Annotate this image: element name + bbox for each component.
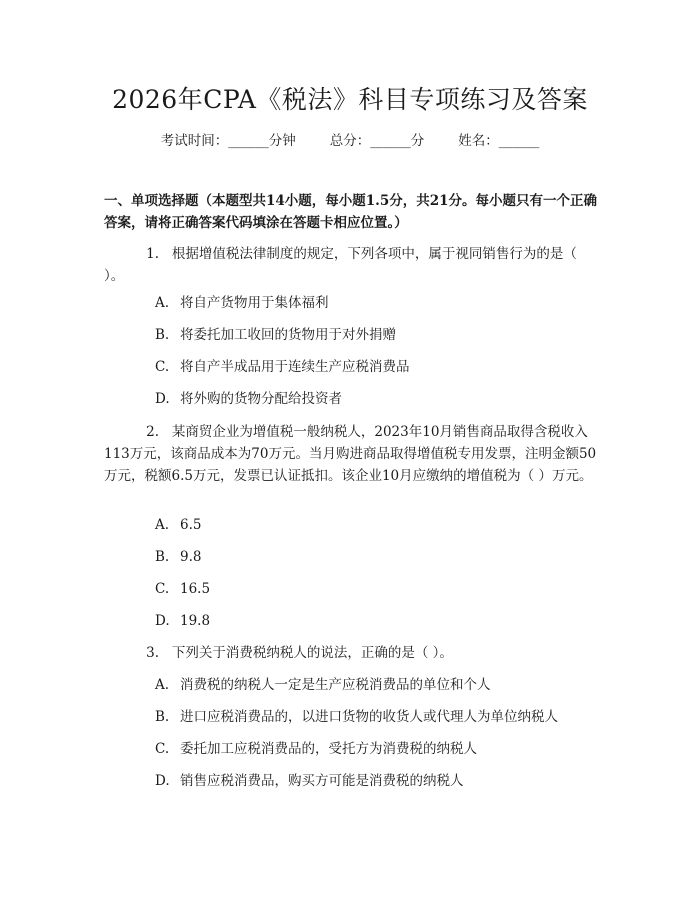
- option-letter: D.: [155, 613, 170, 629]
- option-text: 16.5: [180, 581, 211, 597]
- option-letter: A.: [155, 295, 170, 311]
- question-3-option-a: [155, 674, 600, 696]
- question-2: [104, 421, 600, 487]
- page-title: 2026年CPA《税法》科目专项练习及答案: [112, 85, 588, 114]
- question-text: 根据增值税法律制度的规定，下列各项中，属于视同销售行为的是（ ）。: [104, 246, 577, 284]
- question-3-option-d: [155, 770, 600, 792]
- question-2-option-d: [155, 610, 600, 632]
- option-text: 进口应税消费品的，以进口货物的收货人或代理人为单位纳税人: [180, 709, 558, 725]
- question-1-option-b: [155, 324, 600, 346]
- option-letter: A.: [155, 677, 170, 693]
- option-letter: C.: [155, 359, 170, 375]
- question-number: 3.: [146, 645, 159, 661]
- option-text: 将自产半成品用于连续生产应税消费品: [180, 359, 410, 375]
- question-text: 下列关于消费税纳税人的说法，正确的是（ ）。: [171, 645, 453, 661]
- question-number: 1.: [146, 246, 159, 262]
- question-2-option-b: [155, 546, 600, 568]
- question-1-option-c: [155, 356, 600, 378]
- option-letter: D.: [155, 773, 170, 789]
- question-2-option-c: [155, 578, 600, 600]
- section-heading: 一、单项选择题（本题型共14小题，每小题1.5分，共21分。每小题只有一个正确答案，请将正确答案代码填涂在答题卡相应位置。）: [104, 193, 598, 231]
- option-text: 将自产货物用于集体福利: [180, 295, 329, 311]
- question-1: [104, 243, 600, 287]
- option-letter: A.: [155, 517, 170, 533]
- option-text: 将委托加工收回的货物用于对外捐赠: [180, 327, 396, 343]
- question-2-option-a: [155, 514, 600, 536]
- total-score-field: 总分：______分: [329, 133, 425, 149]
- option-text: 销售应税消费品，购买方可能是消费税的纳税人: [180, 773, 464, 789]
- option-text: 9.8: [180, 549, 202, 565]
- option-text: 19.8: [180, 613, 211, 629]
- question-3: [104, 642, 600, 664]
- option-letter: C.: [155, 581, 170, 597]
- option-letter: B.: [155, 709, 170, 725]
- exam-meta: [0, 130, 700, 152]
- question-text: 某商贸企业为增值税一般纳税人，2023年10月销售商品取得含税收入113万元，该商品成本为70万元。当月购进商品取得增值税专用发票，注明金额50万元，税额6.5万元，发票已认证抵扣。该企业10月应缴纳的增值税为（ ）万元。: [104, 424, 597, 484]
- option-text: 委托加工应税消费品的，受托方为消费税的纳税人: [180, 741, 477, 757]
- student-name-field: 姓名：______: [458, 133, 540, 149]
- option-text: 消费税的纳税人一定是生产应税消费品的单位和个人: [180, 677, 491, 693]
- option-text: 将外购的货物分配给投资者: [180, 391, 342, 407]
- question-1-option-a: [155, 292, 600, 314]
- option-letter: B.: [155, 327, 170, 343]
- option-letter: D.: [155, 391, 170, 407]
- option-letter: C.: [155, 741, 170, 757]
- question-3-option-b: [155, 706, 600, 728]
- option-text: 6.5: [180, 517, 202, 533]
- question-1-option-d: [155, 388, 600, 410]
- exam-time-field: 考试时间：______分钟: [160, 133, 296, 149]
- option-letter: B.: [155, 549, 170, 565]
- question-number: 2.: [146, 424, 159, 440]
- question-3-option-c: [155, 738, 600, 760]
